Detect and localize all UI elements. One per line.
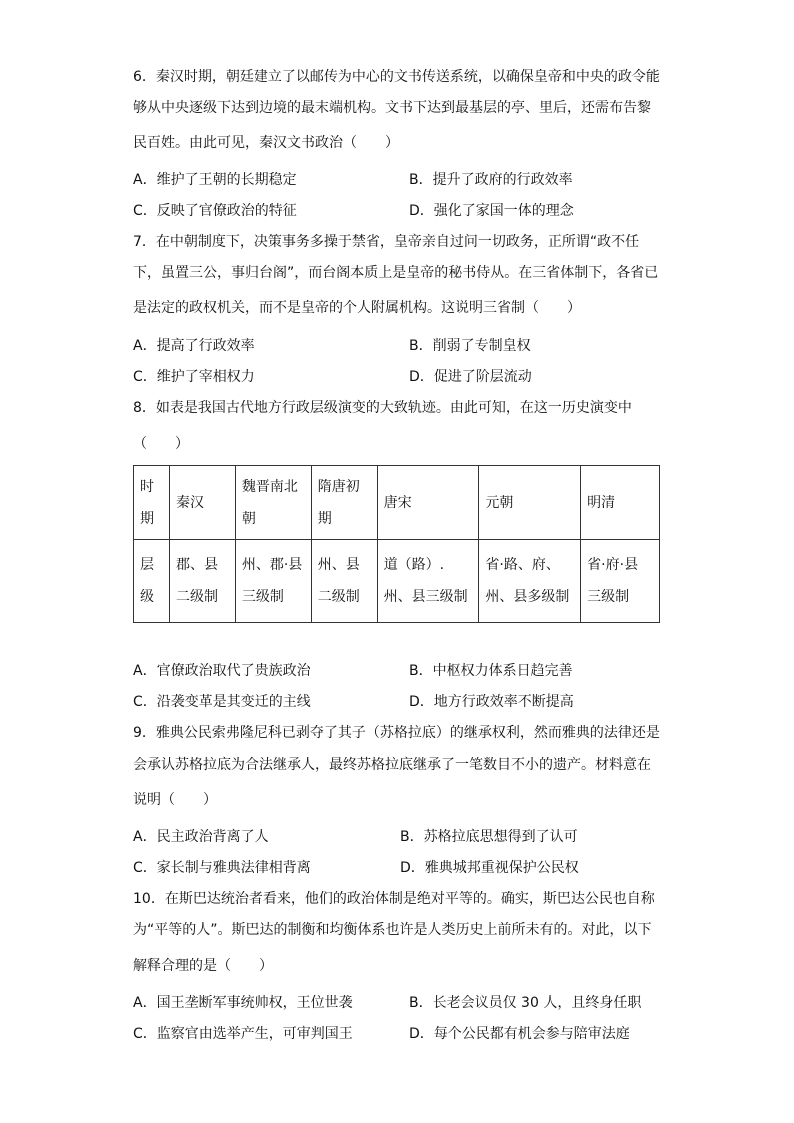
q10-stem-line-2: 为“平等的人”。斯巴达的制衡和均衡体系也许是人类历史上前所未有的。对此，以下	[133, 922, 652, 938]
q8-option-b[interactable]: B．中枢权力体系日趋完善	[409, 663, 573, 679]
q10-stem-line-3: 解释合理的是（ ）	[133, 958, 273, 974]
q6-stem-line-3: 民百姓。由此可见，秦汉文书政治（ ）	[133, 135, 399, 151]
table-cell: 元朝	[479, 466, 581, 540]
table-cell: 层 级	[134, 540, 170, 623]
q6-option-b[interactable]: B．提升了政府的行政效率	[409, 172, 573, 188]
q7-option-c[interactable]: C．维护了宰相权力	[133, 369, 255, 385]
table-cell: 省·路、府、 州、县多级制	[479, 540, 581, 623]
table-cell: 隋唐初 期	[311, 466, 377, 540]
q10-option-b[interactable]: B．长老会议员仅 30 人，且终身任职	[409, 995, 642, 1011]
q9-option-c[interactable]: C．家长制与雅典法律相背离	[133, 860, 311, 876]
table-row	[134, 540, 660, 623]
q7-stem-line-1: 7．在中朝制度下，决策事务多操于禁省，皇帝亲自过问一切政务，正所谓“政不任	[133, 234, 640, 250]
q6-stem-line-2: 够从中央逐级下达到边境的最末端机构。文书下达到最基层的亭、里后，还需布告黎	[133, 100, 651, 116]
table-cell: 魏晋南北 朝	[235, 466, 311, 540]
q9-stem-line-3: 说明（ ）	[133, 792, 217, 808]
table-cell: 郡、县 二级制	[169, 540, 235, 623]
q6-stem-line-1: 6．秦汉时期，朝廷建立了以邮传为中心的文书传送系统，以确保皇帝和中央的政令能	[133, 69, 660, 85]
table-cell: 州、县 二级制	[311, 540, 377, 623]
q10-option-d[interactable]: D．每个公民都有机会参与陪审法庭	[409, 1026, 630, 1042]
q8-option-d[interactable]: D．地方行政效率不断提高	[409, 694, 574, 710]
q8-option-c[interactable]: C．沿袭变革是其变迁的主线	[133, 694, 311, 710]
table-cell: 州、郡·县 三级制	[235, 540, 311, 623]
q6-option-d[interactable]: D．强化了家国一体的理念	[409, 203, 574, 219]
q8-stem-line-2: （ ）	[133, 436, 189, 452]
q8-stem-line-1: 8．如表是我国古代地方行政层级演变的大致轨迹。由此可知，在这一历史演变中	[133, 400, 632, 416]
q9-stem-line-2: 会承认苏格拉底为合法继承人，最终苏格拉底继承了一笔数目不小的遗产。材料意在	[133, 757, 651, 773]
q10-stem-line-1: 10．在斯巴达统治者看来，他们的政治体制是绝对平等的。确实，斯巴达公民也自称	[133, 891, 655, 907]
q7-option-a[interactable]: A．提高了行政效率	[133, 338, 255, 354]
q7-option-d[interactable]: D．促进了阶层流动	[409, 369, 532, 385]
q7-stem-line-2: 下，虽置三公，事归台阁”，而台阁本质上是皇帝的秘书侍从。在三省体制下，各省已	[133, 265, 659, 281]
table-cell: 唐宋	[377, 466, 479, 540]
table-header-row	[134, 466, 660, 540]
q7-stem-line-3: 是法定的政权机关，而不是皇帝的个人附属机构。这说明三省制（ ）	[133, 300, 581, 316]
q6-option-c[interactable]: C．反映了官僚政治的特征	[133, 203, 297, 219]
q9-option-a[interactable]: A．民主政治背离了人	[133, 829, 269, 845]
q6-option-a[interactable]: A．维护了王朝的长期稳定	[133, 172, 297, 188]
table-cell: 秦汉	[169, 466, 235, 540]
q9-option-d[interactable]: D．雅典城邦重视保护公民权	[400, 860, 579, 876]
q9-option-b[interactable]: B．苏格拉底思想得到了认可	[400, 829, 578, 845]
q7-option-b[interactable]: B．削弱了专制皇权	[409, 338, 531, 354]
q8-option-a[interactable]: A．官僚政治取代了贵族政治	[133, 663, 311, 679]
q9-stem-line-1: 9．雅典公民索弗隆尼科已剥夺了其子（苏格拉底）的继承权利，然而雅典的法律还是	[133, 725, 660, 741]
table-cell: 时 期	[134, 466, 170, 540]
table-cell: 道（路）. 州、县三级制	[377, 540, 479, 623]
admin-level-table	[133, 465, 660, 623]
table-cell: 省·府·县 三级制	[581, 540, 660, 623]
q10-option-a[interactable]: A．国王垄断军事统帅权，王位世袭	[133, 995, 353, 1011]
q10-option-c[interactable]: C．监察官由选举产生，可审判国王	[133, 1026, 353, 1042]
table-cell: 明清	[581, 466, 660, 540]
